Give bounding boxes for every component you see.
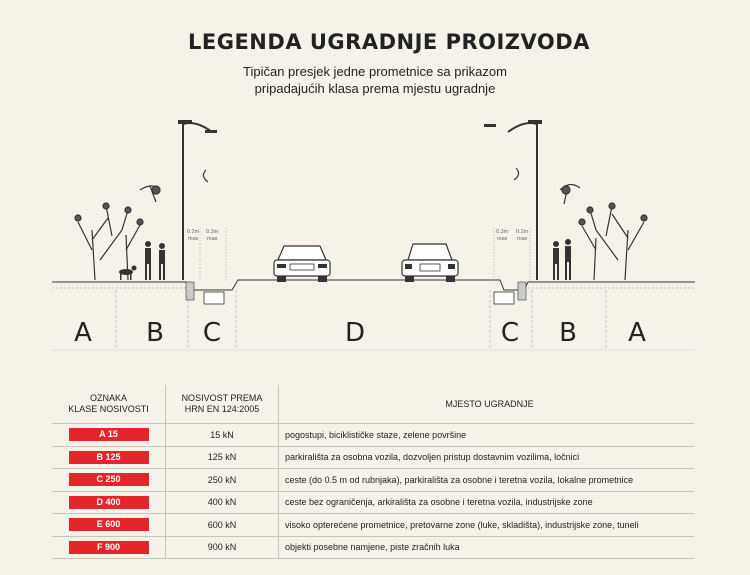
- place-cell: objekti posebne namjene, piste zračnih luka: [279, 536, 695, 559]
- class-badge: C 250: [69, 473, 149, 486]
- zone-a-right: A: [628, 318, 646, 348]
- car-icon: [402, 244, 458, 282]
- load-cell: 125 kN: [166, 446, 279, 469]
- dim-left-2: 0.3m: [206, 229, 219, 235]
- table-header-row: [52, 385, 694, 424]
- table-row: [52, 469, 694, 492]
- dim-right-2: 0.2m: [516, 229, 529, 235]
- classes-legend-table: [52, 385, 694, 559]
- header-load: NOSIVOST PREMA HRN EN 124:2005: [166, 385, 279, 424]
- dim-labels-left: [187, 229, 219, 242]
- load-cell: 250 kN: [166, 469, 279, 492]
- pedestrians-right: [553, 239, 571, 280]
- pedestrians-left: [119, 241, 165, 280]
- table-row: [52, 446, 694, 469]
- load-cell: 400 kN: [166, 491, 279, 514]
- ground-profile: [52, 280, 695, 290]
- table-row: [52, 424, 694, 447]
- street-lamp-right: [484, 120, 542, 280]
- zone-b-right: B: [559, 318, 577, 348]
- class-badge: F 900: [69, 541, 149, 554]
- dim-left-2-max: max: [207, 236, 218, 242]
- header-class: OZNAKA KLASE NOSIVOSTI: [52, 385, 166, 424]
- subtitle: [210, 63, 540, 97]
- header-place: MJESTO UGRADNJE: [279, 385, 695, 424]
- zone-b-left: B: [146, 318, 164, 348]
- zone-c-right: C: [500, 318, 520, 348]
- dim-right-2-max: max: [517, 236, 528, 242]
- table-row: [52, 536, 694, 559]
- class-badge: A 15: [69, 428, 149, 441]
- dim-right-1: 0.3m: [496, 229, 509, 235]
- class-badge: E 600: [69, 518, 149, 531]
- curb-left: [186, 282, 224, 304]
- curb-right: [494, 282, 526, 304]
- class-badge: B 125: [69, 451, 149, 464]
- car-icon: [274, 246, 330, 282]
- place-cell: visoko opterećene prometnice, pretovarne zone (luke, skladišta), industrijske zone, tuneli: [279, 514, 695, 537]
- zone-a-left: A: [74, 318, 92, 348]
- load-cell: 900 kN: [166, 536, 279, 559]
- dim-left-1: 0.2m: [187, 229, 200, 235]
- subtitle-line-2: pripadajućih klasa prema mjestu ugradnje: [254, 81, 496, 96]
- dim-right-1-max: max: [497, 236, 508, 242]
- place-cell: parkirališta za osobna vozila, dozvoljen pristup dostavnim vozilima, ločnici: [279, 446, 695, 469]
- place-cell: ceste (do 0.5 m od rubnjaka), parkirališta za osobne i teretna vozila, lokalne prometnice: [279, 469, 695, 492]
- zone-c-left: C: [202, 318, 222, 348]
- place-cell: pogostupi, biciklističke staze, zelene površine: [279, 424, 695, 447]
- place-cell: ceste bez ograničenja, arkirališta za osobne i teretna vozila, industrijske zone: [279, 491, 695, 514]
- dim-labels-right: [496, 229, 529, 242]
- road-cross-section: [0, 110, 750, 360]
- dim-left-1-max: max: [188, 236, 199, 242]
- load-cell: 600 kN: [166, 514, 279, 537]
- tree-icon: [514, 168, 647, 280]
- table-row: [52, 491, 694, 514]
- subtitle-line-1: Tipičan presjek jedne prometnice sa prikazom: [243, 64, 507, 79]
- load-cell: 15 kN: [166, 424, 279, 447]
- page-title: LEGENDA UGRADNJE PROIZVODA: [188, 30, 590, 54]
- zone-d: D: [344, 318, 366, 348]
- table-row: [52, 514, 694, 537]
- tree-icon: [75, 170, 208, 280]
- class-badge: D 400: [69, 496, 149, 509]
- street-lamp-left: [178, 120, 217, 280]
